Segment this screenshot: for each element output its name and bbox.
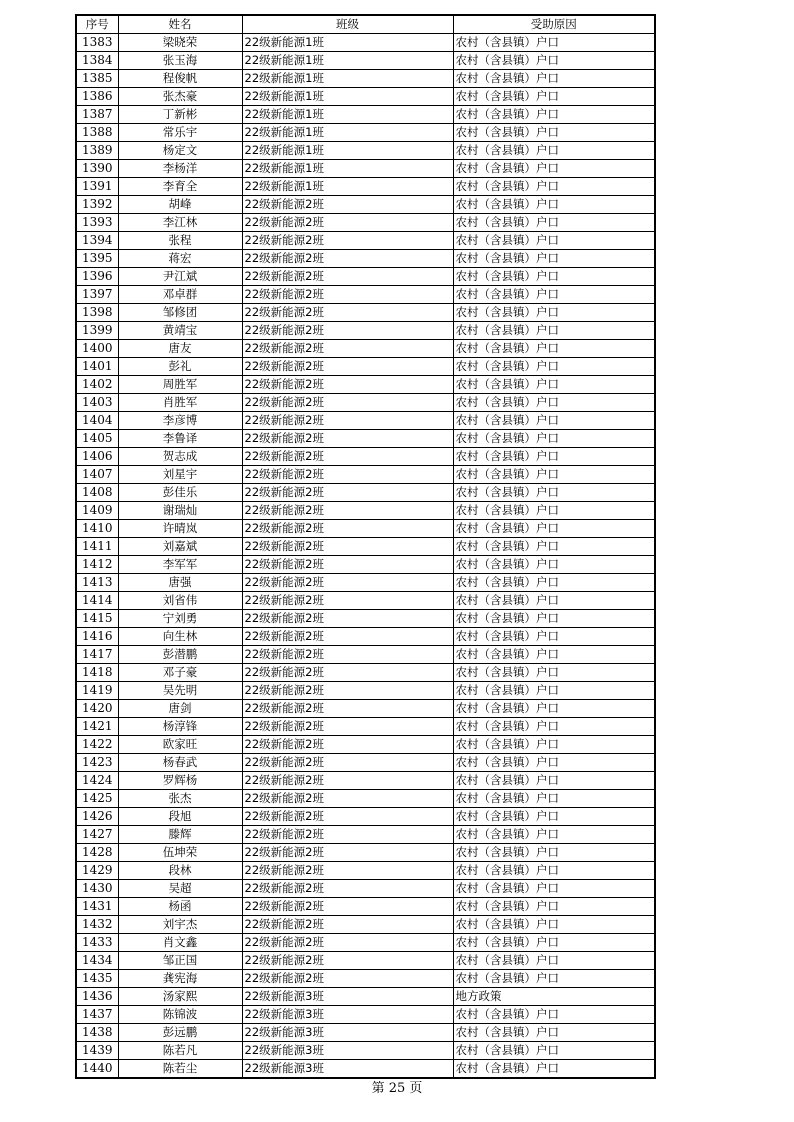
student-name-cell: 汤家熙 bbox=[118, 988, 242, 1006]
class-cell: 22级新能源3班 bbox=[242, 1006, 453, 1024]
aid-reason-cell: 农村（含县镇）户口 bbox=[453, 592, 655, 610]
serial-number-cell: 1408 bbox=[76, 484, 118, 502]
serial-number-cell: 1398 bbox=[76, 304, 118, 322]
table-row bbox=[76, 142, 655, 160]
student-name-cell: 陈锦波 bbox=[118, 1006, 242, 1024]
aid-reason-cell: 农村（含县镇）户口 bbox=[453, 646, 655, 664]
class-cell: 22级新能源2班 bbox=[242, 664, 453, 682]
student-name-cell: 滕辉 bbox=[118, 826, 242, 844]
class-cell: 22级新能源2班 bbox=[242, 412, 453, 430]
aid-reason-cell: 农村（含县镇）户口 bbox=[453, 142, 655, 160]
class-cell: 22级新能源1班 bbox=[242, 106, 453, 124]
table-row bbox=[76, 520, 655, 538]
student-name-cell: 彭潜鹏 bbox=[118, 646, 242, 664]
student-name-cell: 刘省伟 bbox=[118, 592, 242, 610]
serial-number-cell: 1423 bbox=[76, 754, 118, 772]
serial-number-cell: 1402 bbox=[76, 376, 118, 394]
student-name-cell: 杨定文 bbox=[118, 142, 242, 160]
table-row bbox=[76, 484, 655, 502]
serial-number-cell: 1390 bbox=[76, 160, 118, 178]
aid-reason-cell: 农村（含县镇）户口 bbox=[453, 520, 655, 538]
table-row bbox=[76, 772, 655, 790]
serial-number-cell: 1411 bbox=[76, 538, 118, 556]
serial-number-cell: 1429 bbox=[76, 862, 118, 880]
aid-reason-cell: 农村（含县镇）户口 bbox=[453, 88, 655, 106]
table-row bbox=[76, 826, 655, 844]
table-row bbox=[76, 412, 655, 430]
table-row bbox=[76, 232, 655, 250]
table-row bbox=[76, 934, 655, 952]
aid-reason-cell: 农村（含县镇）户口 bbox=[453, 160, 655, 178]
class-cell: 22级新能源2班 bbox=[242, 196, 453, 214]
student-aid-table-container bbox=[75, 14, 654, 1079]
class-cell: 22级新能源2班 bbox=[242, 718, 453, 736]
student-name-cell: 陈若凡 bbox=[118, 1042, 242, 1060]
aid-reason-cell: 农村（含县镇）户口 bbox=[453, 430, 655, 448]
serial-number-cell: 1422 bbox=[76, 736, 118, 754]
table-row bbox=[76, 628, 655, 646]
class-cell: 22级新能源3班 bbox=[242, 1060, 453, 1079]
student-name-cell: 向生林 bbox=[118, 628, 242, 646]
student-name-cell: 罗辉杨 bbox=[118, 772, 242, 790]
student-name-cell: 丁新彬 bbox=[118, 106, 242, 124]
class-cell: 22级新能源2班 bbox=[242, 628, 453, 646]
student-name-cell: 唐剑 bbox=[118, 700, 242, 718]
student-name-cell: 彭佳乐 bbox=[118, 484, 242, 502]
student-name-cell: 杨函 bbox=[118, 898, 242, 916]
aid-reason-cell: 农村（含县镇）户口 bbox=[453, 106, 655, 124]
class-cell: 22级新能源2班 bbox=[242, 574, 453, 592]
aid-reason-cell: 农村（含县镇）户口 bbox=[453, 538, 655, 556]
table-row bbox=[76, 1042, 655, 1060]
class-cell: 22级新能源3班 bbox=[242, 1042, 453, 1060]
class-cell: 22级新能源2班 bbox=[242, 322, 453, 340]
student-name-cell: 贺志成 bbox=[118, 448, 242, 466]
serial-number-cell: 1421 bbox=[76, 718, 118, 736]
table-row bbox=[76, 394, 655, 412]
class-cell: 22级新能源2班 bbox=[242, 952, 453, 970]
student-name-cell: 周胜军 bbox=[118, 376, 242, 394]
student-name-cell: 刘星宇 bbox=[118, 466, 242, 484]
aid-reason-cell: 农村（含县镇）户口 bbox=[453, 826, 655, 844]
student-name-cell: 蒋宏 bbox=[118, 250, 242, 268]
serial-number-cell: 1414 bbox=[76, 592, 118, 610]
class-cell: 22级新能源2班 bbox=[242, 304, 453, 322]
aid-reason-cell: 农村（含县镇）户口 bbox=[453, 1024, 655, 1042]
table-row bbox=[76, 664, 655, 682]
aid-reason-cell: 农村（含县镇）户口 bbox=[453, 232, 655, 250]
table-row bbox=[76, 862, 655, 880]
serial-number-cell: 1406 bbox=[76, 448, 118, 466]
serial-number-cell: 1424 bbox=[76, 772, 118, 790]
aid-reason-cell: 农村（含县镇）户口 bbox=[453, 268, 655, 286]
class-cell: 22级新能源2班 bbox=[242, 340, 453, 358]
table-row bbox=[76, 88, 655, 106]
class-cell: 22级新能源3班 bbox=[242, 1024, 453, 1042]
student-name-cell: 吴先明 bbox=[118, 682, 242, 700]
aid-reason-cell: 农村（含县镇）户口 bbox=[453, 736, 655, 754]
class-cell: 22级新能源2班 bbox=[242, 484, 453, 502]
serial-number-cell: 1396 bbox=[76, 268, 118, 286]
table-row bbox=[76, 808, 655, 826]
student-name-cell: 邓子豪 bbox=[118, 664, 242, 682]
aid-reason-cell: 农村（含县镇）户口 bbox=[453, 772, 655, 790]
aid-reason-cell: 农村（含县镇）户口 bbox=[453, 484, 655, 502]
student-name-cell: 段旭 bbox=[118, 808, 242, 826]
table-row bbox=[76, 448, 655, 466]
class-cell: 22级新能源1班 bbox=[242, 34, 453, 52]
aid-reason-cell: 农村（含县镇）户口 bbox=[453, 466, 655, 484]
table-row bbox=[76, 880, 655, 898]
table-row bbox=[76, 322, 655, 340]
student-name-cell: 彭远鹏 bbox=[118, 1024, 242, 1042]
student-name-cell: 肖胜军 bbox=[118, 394, 242, 412]
table-row bbox=[76, 718, 655, 736]
table-row bbox=[76, 376, 655, 394]
student-name-cell: 黄靖宝 bbox=[118, 322, 242, 340]
student-name-cell: 李江林 bbox=[118, 214, 242, 232]
aid-reason-cell: 农村（含县镇）户口 bbox=[453, 664, 655, 682]
aid-reason-cell: 农村（含县镇）户口 bbox=[453, 412, 655, 430]
aid-reason-cell: 农村（含县镇）户口 bbox=[453, 34, 655, 52]
student-name-cell: 程俊帆 bbox=[118, 70, 242, 88]
class-cell: 22级新能源2班 bbox=[242, 898, 453, 916]
class-cell: 22级新能源2班 bbox=[242, 250, 453, 268]
table-row bbox=[76, 214, 655, 232]
aid-reason-cell: 农村（含县镇）户口 bbox=[453, 574, 655, 592]
table-row bbox=[76, 898, 655, 916]
serial-number-cell: 1388 bbox=[76, 124, 118, 142]
table-row bbox=[76, 538, 655, 556]
table-row bbox=[76, 124, 655, 142]
aid-reason-cell: 农村（含县镇）户口 bbox=[453, 1060, 655, 1079]
aid-reason-cell: 农村（含县镇）户口 bbox=[453, 790, 655, 808]
serial-number-cell: 1387 bbox=[76, 106, 118, 124]
serial-number-cell: 1389 bbox=[76, 142, 118, 160]
table-row bbox=[76, 574, 655, 592]
class-cell: 22级新能源2班 bbox=[242, 556, 453, 574]
serial-number-cell: 1416 bbox=[76, 628, 118, 646]
class-cell: 22级新能源1班 bbox=[242, 178, 453, 196]
student-name-cell: 邹正国 bbox=[118, 952, 242, 970]
serial-number-cell: 1439 bbox=[76, 1042, 118, 1060]
table-row bbox=[76, 466, 655, 484]
student-name-cell: 李鲁译 bbox=[118, 430, 242, 448]
student-name-cell: 伍坤荣 bbox=[118, 844, 242, 862]
class-cell: 22级新能源2班 bbox=[242, 754, 453, 772]
serial-number-cell: 1431 bbox=[76, 898, 118, 916]
table-row bbox=[76, 970, 655, 988]
class-cell: 22级新能源2班 bbox=[242, 736, 453, 754]
class-cell: 22级新能源1班 bbox=[242, 124, 453, 142]
table-row bbox=[76, 1006, 655, 1024]
table-row bbox=[76, 430, 655, 448]
student-name-cell: 李彦博 bbox=[118, 412, 242, 430]
class-cell: 22级新能源2班 bbox=[242, 502, 453, 520]
aid-reason-cell: 农村（含县镇）户口 bbox=[453, 70, 655, 88]
aid-reason-cell: 农村（含县镇）户口 bbox=[453, 214, 655, 232]
class-cell: 22级新能源2班 bbox=[242, 844, 453, 862]
class-cell: 22级新能源1班 bbox=[242, 142, 453, 160]
table-header-row bbox=[76, 15, 655, 34]
serial-number-cell: 1412 bbox=[76, 556, 118, 574]
table-row bbox=[76, 358, 655, 376]
table-row bbox=[76, 106, 655, 124]
aid-reason-cell: 农村（含县镇）户口 bbox=[453, 178, 655, 196]
serial-number-cell: 1403 bbox=[76, 394, 118, 412]
serial-number-cell: 1437 bbox=[76, 1006, 118, 1024]
student-name-cell: 肖文鑫 bbox=[118, 934, 242, 952]
serial-number-cell: 1420 bbox=[76, 700, 118, 718]
student-name-cell: 张程 bbox=[118, 232, 242, 250]
table-row bbox=[76, 70, 655, 88]
table-row bbox=[76, 592, 655, 610]
serial-number-cell: 1394 bbox=[76, 232, 118, 250]
aid-reason-cell: 农村（含县镇）户口 bbox=[453, 394, 655, 412]
serial-number-cell: 1399 bbox=[76, 322, 118, 340]
aid-reason-cell: 农村（含县镇）户口 bbox=[453, 286, 655, 304]
student-name-cell: 杨春武 bbox=[118, 754, 242, 772]
table-row bbox=[76, 502, 655, 520]
student-name-cell: 陈若尘 bbox=[118, 1060, 242, 1079]
class-cell: 22级新能源2班 bbox=[242, 430, 453, 448]
table-row bbox=[76, 286, 655, 304]
aid-reason-cell: 农村（含县镇）户口 bbox=[453, 970, 655, 988]
class-cell: 22级新能源2班 bbox=[242, 772, 453, 790]
student-aid-table bbox=[75, 14, 656, 1079]
serial-number-cell: 1400 bbox=[76, 340, 118, 358]
student-name-cell: 邹修团 bbox=[118, 304, 242, 322]
student-name-cell: 邓卓群 bbox=[118, 286, 242, 304]
serial-number-cell: 1419 bbox=[76, 682, 118, 700]
table-row bbox=[76, 196, 655, 214]
aid-reason-cell: 农村（含县镇）户口 bbox=[453, 700, 655, 718]
class-cell: 22级新能源2班 bbox=[242, 790, 453, 808]
table-row bbox=[76, 178, 655, 196]
class-cell: 22级新能源2班 bbox=[242, 916, 453, 934]
serial-number-cell: 1405 bbox=[76, 430, 118, 448]
class-cell: 22级新能源2班 bbox=[242, 880, 453, 898]
student-name-cell: 刘嘉斌 bbox=[118, 538, 242, 556]
class-cell: 22级新能源2班 bbox=[242, 700, 453, 718]
table-row bbox=[76, 250, 655, 268]
serial-number-cell: 1385 bbox=[76, 70, 118, 88]
table-row bbox=[76, 34, 655, 52]
student-name-cell: 张玉海 bbox=[118, 52, 242, 70]
aid-reason-cell: 农村（含县镇）户口 bbox=[453, 304, 655, 322]
table-row bbox=[76, 304, 655, 322]
student-name-cell: 宁刘勇 bbox=[118, 610, 242, 628]
class-cell: 22级新能源2班 bbox=[242, 466, 453, 484]
aid-reason-cell: 农村（含县镇）户口 bbox=[453, 682, 655, 700]
student-name-cell: 唐强 bbox=[118, 574, 242, 592]
class-cell: 22级新能源2班 bbox=[242, 610, 453, 628]
student-name-cell: 唐友 bbox=[118, 340, 242, 358]
table-row bbox=[76, 952, 655, 970]
aid-reason-cell: 农村（含县镇）户口 bbox=[453, 1042, 655, 1060]
table-row bbox=[76, 610, 655, 628]
student-name-cell: 胡峰 bbox=[118, 196, 242, 214]
serial-number-cell: 1438 bbox=[76, 1024, 118, 1042]
student-name-cell: 欧家旺 bbox=[118, 736, 242, 754]
table-row bbox=[76, 268, 655, 286]
aid-reason-cell: 农村（含县镇）户口 bbox=[453, 502, 655, 520]
class-cell: 22级新能源1班 bbox=[242, 52, 453, 70]
serial-number-cell: 1433 bbox=[76, 934, 118, 952]
class-cell: 22级新能源1班 bbox=[242, 88, 453, 106]
aid-reason-cell: 农村（含县镇）户口 bbox=[453, 448, 655, 466]
aid-reason-cell: 农村（含县镇）户口 bbox=[453, 1006, 655, 1024]
serial-number-cell: 1409 bbox=[76, 502, 118, 520]
student-name-cell: 刘宇杰 bbox=[118, 916, 242, 934]
student-name-cell: 常乐宇 bbox=[118, 124, 242, 142]
aid-reason-cell: 农村（含县镇）户口 bbox=[453, 898, 655, 916]
serial-number-cell: 1435 bbox=[76, 970, 118, 988]
table-row bbox=[76, 340, 655, 358]
table-row bbox=[76, 1060, 655, 1079]
serial-number-cell: 1395 bbox=[76, 250, 118, 268]
serial-number-cell: 1397 bbox=[76, 286, 118, 304]
aid-reason-cell: 农村（含县镇）户口 bbox=[453, 880, 655, 898]
serial-number-cell: 1425 bbox=[76, 790, 118, 808]
table-row bbox=[76, 160, 655, 178]
serial-number-cell: 1427 bbox=[76, 826, 118, 844]
student-name-cell: 段林 bbox=[118, 862, 242, 880]
serial-number-cell: 1428 bbox=[76, 844, 118, 862]
aid-reason-cell: 地方政策 bbox=[453, 988, 655, 1006]
class-cell: 22级新能源2班 bbox=[242, 268, 453, 286]
table-row bbox=[76, 556, 655, 574]
serial-number-cell: 1410 bbox=[76, 520, 118, 538]
aid-reason-cell: 农村（含县镇）户口 bbox=[453, 754, 655, 772]
student-name-cell: 彭礼 bbox=[118, 358, 242, 376]
class-cell: 22级新能源2班 bbox=[242, 682, 453, 700]
student-name-cell: 李育全 bbox=[118, 178, 242, 196]
header-class: 班级 bbox=[242, 15, 453, 34]
table-row bbox=[76, 754, 655, 772]
aid-reason-cell: 农村（含县镇）户口 bbox=[453, 916, 655, 934]
serial-number-cell: 1384 bbox=[76, 52, 118, 70]
class-cell: 22级新能源2班 bbox=[242, 394, 453, 412]
table-body bbox=[76, 34, 655, 1079]
header-name: 姓名 bbox=[118, 15, 242, 34]
class-cell: 22级新能源1班 bbox=[242, 160, 453, 178]
class-cell: 22级新能源2班 bbox=[242, 826, 453, 844]
serial-number-cell: 1413 bbox=[76, 574, 118, 592]
serial-number-cell: 1434 bbox=[76, 952, 118, 970]
student-name-cell: 龚宪海 bbox=[118, 970, 242, 988]
class-cell: 22级新能源3班 bbox=[242, 988, 453, 1006]
serial-number-cell: 1401 bbox=[76, 358, 118, 376]
aid-reason-cell: 农村（含县镇）户口 bbox=[453, 556, 655, 574]
serial-number-cell: 1417 bbox=[76, 646, 118, 664]
class-cell: 22级新能源2班 bbox=[242, 214, 453, 232]
table-row bbox=[76, 916, 655, 934]
aid-reason-cell: 农村（含县镇）户口 bbox=[453, 52, 655, 70]
aid-reason-cell: 农村（含县镇）户口 bbox=[453, 250, 655, 268]
serial-number-cell: 1415 bbox=[76, 610, 118, 628]
class-cell: 22级新能源1班 bbox=[242, 70, 453, 88]
class-cell: 22级新能源2班 bbox=[242, 646, 453, 664]
student-name-cell: 张杰豪 bbox=[118, 88, 242, 106]
student-name-cell: 李杨洋 bbox=[118, 160, 242, 178]
student-name-cell: 杨淳锋 bbox=[118, 718, 242, 736]
serial-number-cell: 1440 bbox=[76, 1060, 118, 1079]
class-cell: 22级新能源2班 bbox=[242, 808, 453, 826]
table-row bbox=[76, 1024, 655, 1042]
serial-number-cell: 1432 bbox=[76, 916, 118, 934]
student-name-cell: 许晴岚 bbox=[118, 520, 242, 538]
serial-number-cell: 1391 bbox=[76, 178, 118, 196]
serial-number-cell: 1407 bbox=[76, 466, 118, 484]
serial-number-cell: 1430 bbox=[76, 880, 118, 898]
aid-reason-cell: 农村（含县镇）户口 bbox=[453, 934, 655, 952]
table-row bbox=[76, 700, 655, 718]
aid-reason-cell: 农村（含县镇）户口 bbox=[453, 376, 655, 394]
student-name-cell: 张杰 bbox=[118, 790, 242, 808]
table-row bbox=[76, 682, 655, 700]
aid-reason-cell: 农村（含县镇）户口 bbox=[453, 610, 655, 628]
serial-number-cell: 1383 bbox=[76, 34, 118, 52]
class-cell: 22级新能源2班 bbox=[242, 286, 453, 304]
aid-reason-cell: 农村（含县镇）户口 bbox=[453, 358, 655, 376]
page-number: 第 25 页 bbox=[371, 1081, 423, 1096]
serial-number-cell: 1418 bbox=[76, 664, 118, 682]
table-row bbox=[76, 52, 655, 70]
student-name-cell: 李军军 bbox=[118, 556, 242, 574]
class-cell: 22级新能源2班 bbox=[242, 520, 453, 538]
table-row bbox=[76, 736, 655, 754]
class-cell: 22级新能源2班 bbox=[242, 538, 453, 556]
student-name-cell: 谢瑞灿 bbox=[118, 502, 242, 520]
aid-reason-cell: 农村（含县镇）户口 bbox=[453, 808, 655, 826]
aid-reason-cell: 农村（含县镇）户口 bbox=[453, 952, 655, 970]
class-cell: 22级新能源2班 bbox=[242, 934, 453, 952]
class-cell: 22级新能源2班 bbox=[242, 970, 453, 988]
serial-number-cell: 1386 bbox=[76, 88, 118, 106]
header-aid-reason: 受助原因 bbox=[453, 15, 655, 34]
serial-number-cell: 1426 bbox=[76, 808, 118, 826]
student-name-cell: 梁晓荣 bbox=[118, 34, 242, 52]
class-cell: 22级新能源2班 bbox=[242, 232, 453, 250]
aid-reason-cell: 农村（含县镇）户口 bbox=[453, 628, 655, 646]
serial-number-cell: 1436 bbox=[76, 988, 118, 1006]
aid-reason-cell: 农村（含县镇）户口 bbox=[453, 718, 655, 736]
serial-number-cell: 1393 bbox=[76, 214, 118, 232]
class-cell: 22级新能源2班 bbox=[242, 592, 453, 610]
class-cell: 22级新能源2班 bbox=[242, 358, 453, 376]
class-cell: 22级新能源2班 bbox=[242, 862, 453, 880]
table-row bbox=[76, 790, 655, 808]
student-name-cell: 吴超 bbox=[118, 880, 242, 898]
aid-reason-cell: 农村（含县镇）户口 bbox=[453, 340, 655, 358]
class-cell: 22级新能源2班 bbox=[242, 448, 453, 466]
serial-number-cell: 1392 bbox=[76, 196, 118, 214]
header-serial-number: 序号 bbox=[76, 15, 118, 34]
aid-reason-cell: 农村（含县镇）户口 bbox=[453, 844, 655, 862]
aid-reason-cell: 农村（含县镇）户口 bbox=[453, 124, 655, 142]
aid-reason-cell: 农村（含县镇）户口 bbox=[453, 322, 655, 340]
aid-reason-cell: 农村（含县镇）户口 bbox=[453, 862, 655, 880]
table-row bbox=[76, 844, 655, 862]
serial-number-cell: 1404 bbox=[76, 412, 118, 430]
class-cell: 22级新能源2班 bbox=[242, 376, 453, 394]
table-row bbox=[76, 646, 655, 664]
student-name-cell: 尹江斌 bbox=[118, 268, 242, 286]
table-row bbox=[76, 988, 655, 1006]
aid-reason-cell: 农村（含县镇）户口 bbox=[453, 196, 655, 214]
